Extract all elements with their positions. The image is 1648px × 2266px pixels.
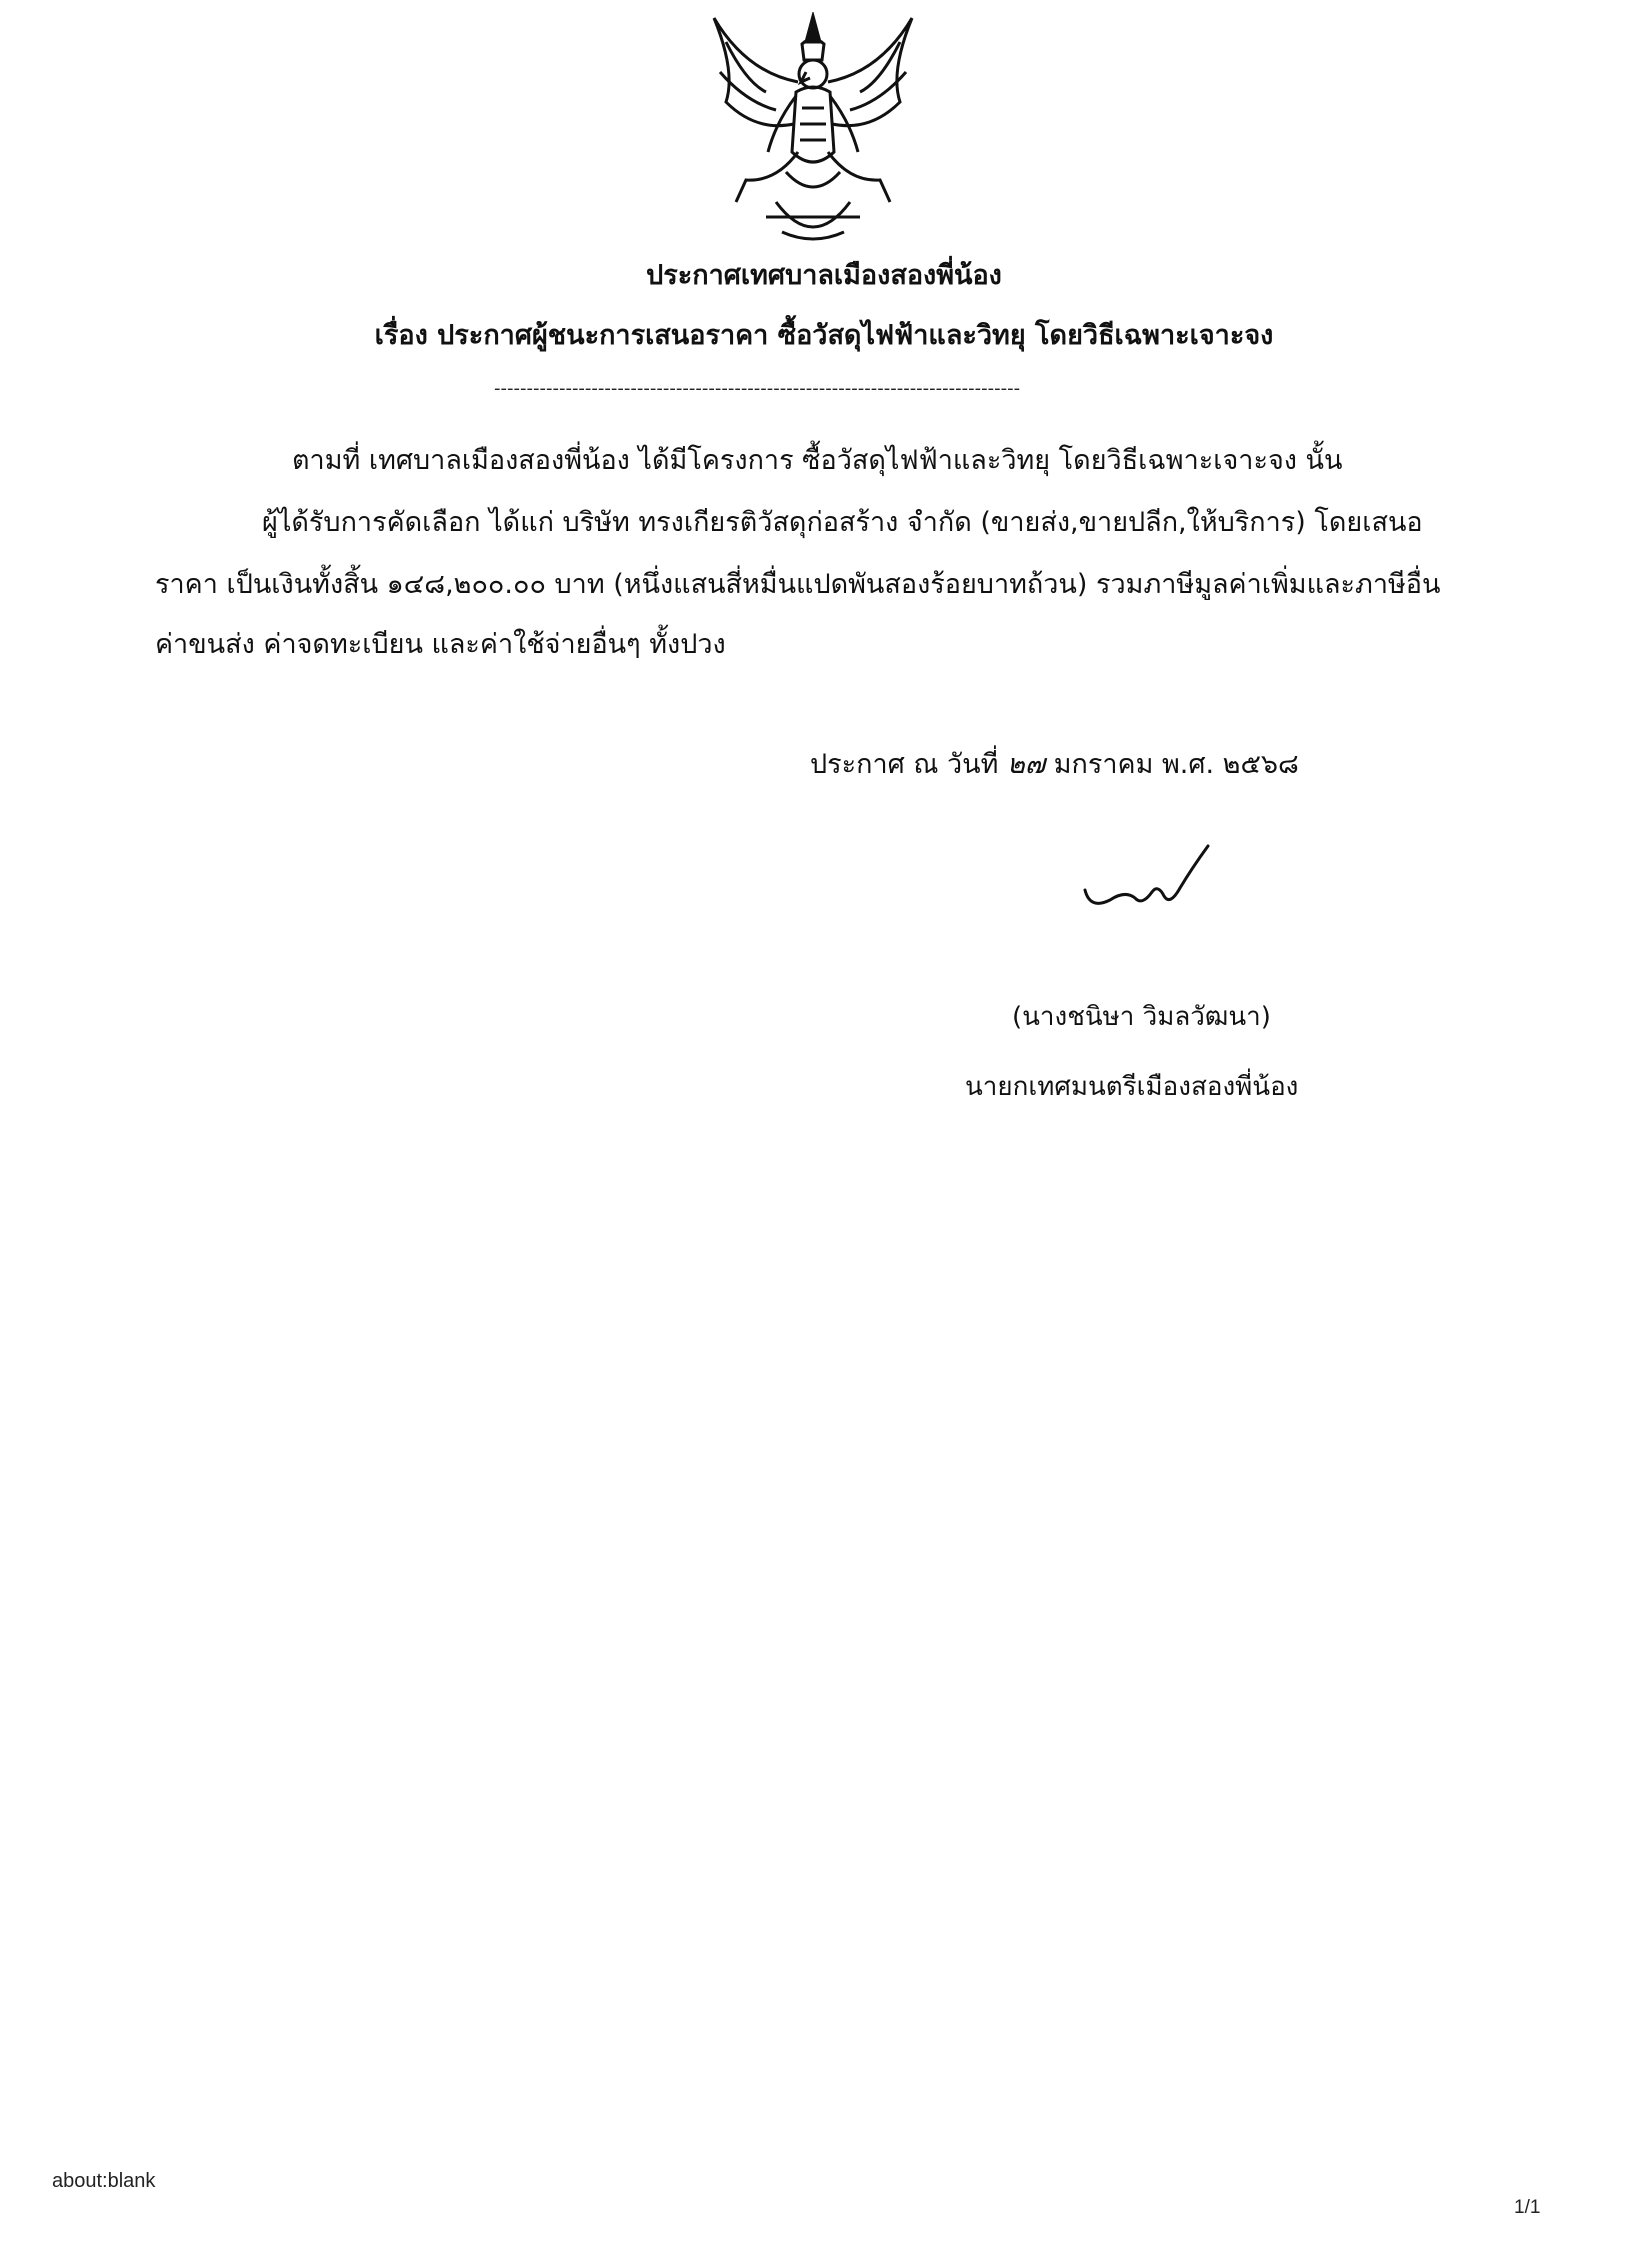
announcement-title: ประกาศเทศบาลเมืองสองพี่น้อง	[646, 260, 1002, 291]
announcement-subject: เรื่อง ประกาศผู้ชนะการเสนอราคา ซื้อวัสดุไฟฟ้าและวิทยุ โดยวิธีเฉพาะเจาะจง	[374, 320, 1274, 351]
handwritten-signature	[1080, 840, 1230, 920]
date-suffix: มกราคม พ.ศ. ๒๕๖๘	[1053, 749, 1299, 780]
footer-page-number: 1/1	[1514, 2197, 1541, 2218]
garuda-emblem	[706, 12, 920, 246]
body-line: ราคา เป็นเงินทั้งสิ้น ๑๔๘,๒๐๐.๐๐ บาท (หนึ่งแสนสี่หมื่นแปดพันสองร้อยบาทถ้วน) รวมภาษีมูลค่าเพิ่มและภาษีอื่น	[155, 569, 1441, 600]
divider-line: ---------------------------------------------------------------------------------	[494, 378, 1021, 399]
date-day-handwritten: ๒๗	[1007, 749, 1046, 780]
signer-title: นายกเทศมนตรีเมืองสองพี่น้อง	[965, 1072, 1299, 1102]
date-prefix: ประกาศ ณ วันที่	[810, 749, 999, 780]
signer-name: (นางชนิษา วิมลวัฒนา)	[1012, 1002, 1271, 1032]
announcement-date	[810, 742, 1299, 785]
body-line: ผู้ได้รับการคัดเลือก ได้แก่ บริษัท ทรงเกียรติวัสดุก่อสร้าง จำกัด (ขายส่ง,ขายปลีก,ให้บริการ) โดยเสนอ	[262, 507, 1423, 538]
footer-url: about:blank	[52, 2170, 156, 2192]
body-line: ค่าขนส่ง ค่าจดทะเบียน และค่าใช้จ่ายอื่นๆ ทั้งปวง	[155, 629, 726, 660]
body-line: ตามที่ เทศบาลเมืองสองพี่น้อง ได้มีโครงการ ซื้อวัสดุไฟฟ้าและวิทยุ โดยวิธีเฉพาะเจาะจง นั้น	[292, 445, 1343, 476]
